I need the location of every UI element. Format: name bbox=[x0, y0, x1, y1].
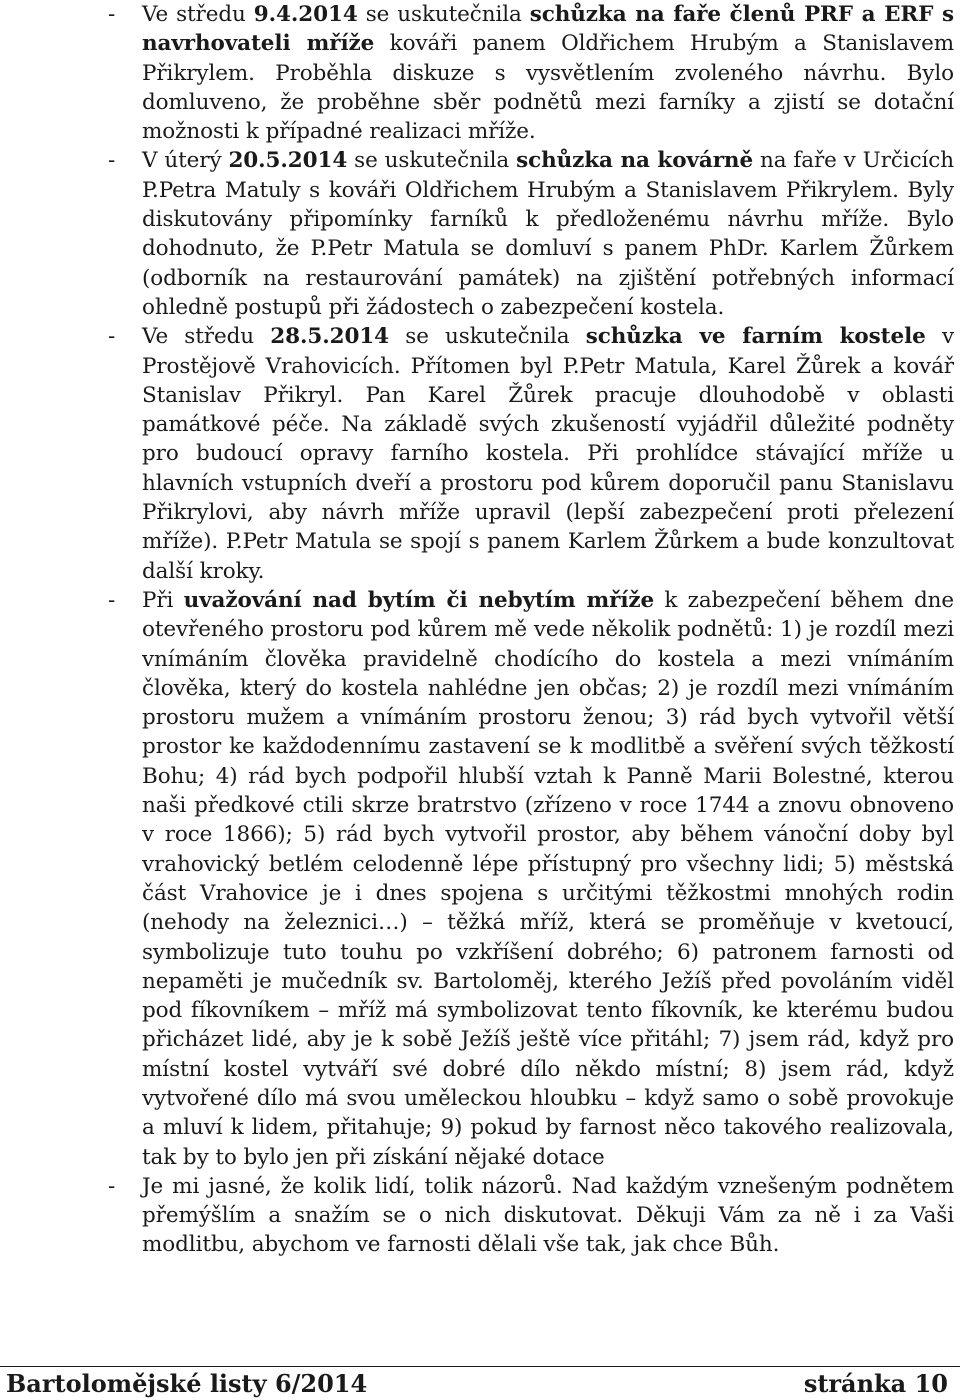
body-text: Je mi jasné, že kolik lidí, tolik názorů. Nad každým vznešeným podnětem přemýšlím a snažím se o nich diskutovat. Děkuji Vám za ně i za Vaši modlitbu, abychom ve farnosti dělali vše tak, jak chce Bůh. bbox=[142, 1173, 954, 1258]
body-text: se uskutečnila bbox=[389, 324, 586, 350]
body-text: k zabezpečení během dne otevřeného prostoru pod kůrem mě vede několik podnětů: 1) je rozdíl mezi vnímáním člověka pravidelně chodícího do kostela a mezi vnímáním člověka, který do kostela nahlédne jen občas; 2) je rozdíl mezi vnímáním prostoru mužem a vnímáním prostoru ženou; 3) rád bych vytvořil větší prostor ke každodennímu zastavení se k modlitbě a svěření svých těžkostí Bohu; 4) rád bych podpořil hlubší vztah k Panně Marii Bolestné, kterou naši předkové ctili skrze bratrstvo (zřízeno v roce 1744 a znovu obnoveno v roce 1866); 5) rád bych vytvořil prostor, aby během vánoční doby byl vrahovický betlém celodenně lépe přístupný pro všechny lidi; 5) městská část Vrahovice je i dnes spojena s určitými těžkostmi mnohých rodin (nehody na železnici…) – těžká mříž, která se proměňuje v kvetoucí, symbolizuje tuto touhu po vzkříšení dobrého; 6) patronem farnosti od nepaměti je mučedník sv. Bartoloměj, kterého Ježíš před povoláním viděl pod fíkovníkem – mříž má symbolizovat tento fíkovník, ke kterému budou přicházet lidé, aby je k sobě Ježíš ještě více přitáhl; 7) jsem rád, když pro místní kostel vytváří své dobré dílo někdo místní; 8) jsem rád, když vytvořené dílo má svou uměleckou hloubku – když samo o sobě provokuje a mluví k lidem, přitahuje; 9) pokud by farnost něco takového realizovala, tak by to bylo jen při získání nějaké dotace bbox=[142, 587, 954, 1170]
bullet-dash: - bbox=[108, 148, 116, 174]
list-item bbox=[108, 586, 954, 1172]
bold-text: schůzka ve farním kostele bbox=[585, 324, 926, 350]
body-text: Ve středu bbox=[142, 2, 254, 27]
body-text: Ve středu bbox=[142, 324, 271, 350]
bold-text: schůzka na kovárně bbox=[516, 148, 754, 174]
footer-page-number: stránka 10 bbox=[803, 1369, 948, 1398]
list-item bbox=[108, 1172, 954, 1260]
meeting-notes-list bbox=[108, 0, 954, 1260]
bullet-dash: - bbox=[108, 324, 116, 350]
bullet-dash: - bbox=[108, 2, 116, 27]
body-text: V úterý bbox=[142, 148, 229, 174]
list-item bbox=[108, 146, 954, 322]
body-text: v Prostějově Vrahovicích. Přítomen byl P.Petr Matula, Karel Žůrek a kovář Stanislav Přikryl. Pan Karel Žůrek pracuje dlouhodobě v oblasti památkové péče. Na základě svých zkušeností vyjádřil důležité podněty pro budoucí opravy farního kostela. Při prohlídce stávající mříže u hlavních vstupních dveří a prostoru pod kůrem doporučil panu Stanislavu Přikrylovi, aby návrh mříže upravil (lepší zabezpečení proti přelezení mříže). P.Petr Matula se spojí s panem Karlem Žůrkem a bude konzultovat další kroky. bbox=[142, 324, 955, 584]
footer-divider bbox=[0, 1366, 960, 1367]
bold-text: 28.5.2014 bbox=[270, 324, 390, 350]
footer-publication-title: Bartolomějské listy 6/2014 bbox=[6, 1369, 368, 1398]
body-text: kováři panem Oldřichem Hrubým a Stanislavem Přikrylem. Proběhla diskuze s vysvětlením zvoleného návrhu. Bylo domluveno, že proběhne sběr podnětů mezi farníky a zjistí se dotační možnosti k případné realizaci mříže. bbox=[142, 31, 954, 145]
bold-text: 9.4.2014 bbox=[253, 2, 358, 27]
bold-text: 20.5.2014 bbox=[228, 148, 348, 174]
bullet-dash: - bbox=[108, 587, 116, 613]
bold-text: uvažování nad bytím či nebytím mříže bbox=[183, 587, 655, 613]
bullet-dash: - bbox=[108, 1173, 116, 1199]
bold-text: schůzka na faře členů PRF a ERF s navrhovateli mříže bbox=[142, 2, 954, 57]
list-item bbox=[108, 322, 954, 586]
list-item bbox=[108, 0, 954, 146]
body-text: na faře v Určicích P.Petra Matuly s kováři Oldřichem Hrubým a Stanislavem Přikrylem. Byly diskutovány připomínky farníků k předloženému návrhu mříže. Bylo dohodnuto, že P.Petr Matula se domluví s panem PhDr. Karlem Žůrkem (odborník na restaurování památek) na zjištění potřebných informací ohledně postupů při žádostech o zabezpečení kostela. bbox=[142, 148, 954, 320]
body-text: Při bbox=[142, 587, 184, 613]
body-text: se uskutečnila bbox=[347, 148, 517, 174]
body-text: se uskutečnila bbox=[357, 2, 530, 27]
